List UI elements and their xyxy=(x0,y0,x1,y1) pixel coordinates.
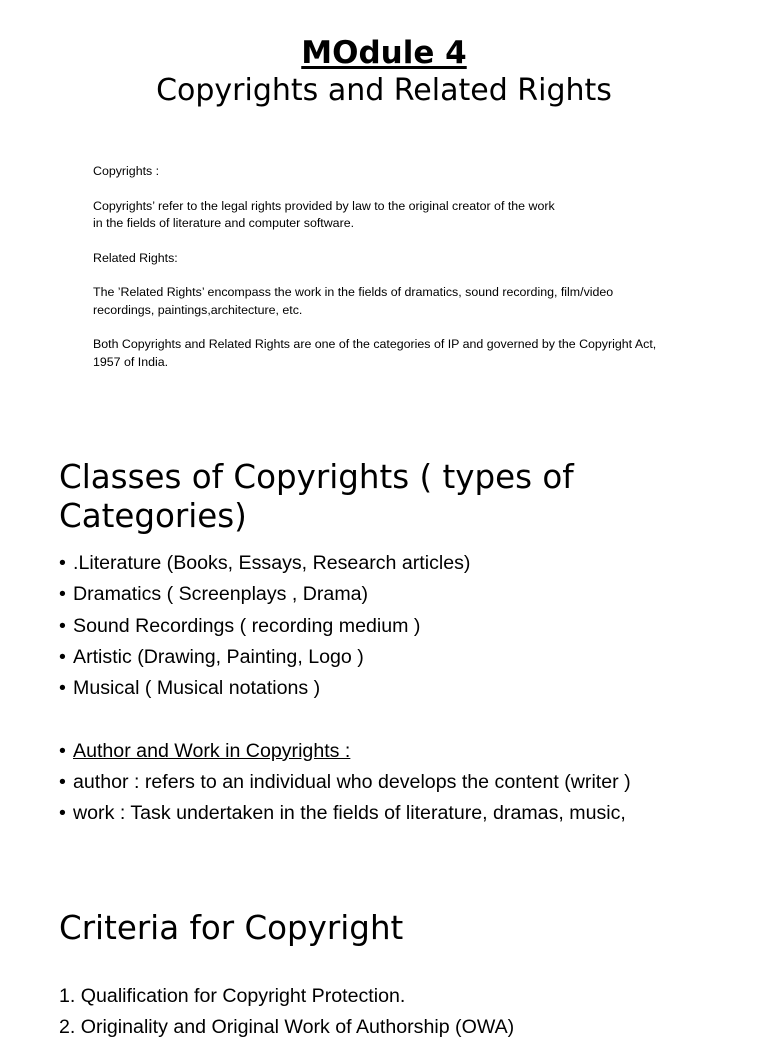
list-item xyxy=(59,579,749,610)
copyrights-label: Copyrights : xyxy=(93,164,160,178)
author-work-heading: Author and Work in Copyrights : xyxy=(73,739,351,762)
list-item: 1. Qualification for Copyright Protection. xyxy=(59,985,406,1007)
bullet-icon: • xyxy=(59,677,66,700)
copyrights-definition xyxy=(93,198,703,233)
list-item xyxy=(59,642,749,673)
copyrights-definition-line-2: in the fields of literature and computer software. xyxy=(93,216,355,230)
bullet-icon: • xyxy=(59,802,66,825)
list-item xyxy=(59,548,749,579)
bullet-icon: • xyxy=(59,771,66,794)
list-item xyxy=(59,611,749,642)
list-item xyxy=(59,673,749,704)
list-item: 2. Originality and Original Work of Authorship (OWA) xyxy=(59,1016,515,1039)
classes-heading-line-1: Classes of Copyrights ( types of xyxy=(59,458,574,496)
both-rights-statement-line-2: 1957 of India. xyxy=(93,354,169,369)
both-rights-statement-line-1: Both Copyrights and Related Rights are one of the categories of IP and governed by the Copyright Act, xyxy=(93,337,657,351)
module-title: MOdule 4 xyxy=(301,35,467,71)
list-spacer xyxy=(59,704,749,735)
list-item-text: Musical ( Musical notations ) xyxy=(73,677,321,700)
module-subtitle: Copyrights and Related Rights xyxy=(156,73,612,108)
list-item xyxy=(59,798,749,829)
classes-heading-line-2: Categories) xyxy=(59,497,247,535)
classes-bullet-list xyxy=(59,548,749,830)
bullet-icon: • xyxy=(59,583,66,606)
copyrights-definition-line-1: Copyrights’ refer to the legal rights provided by law to the original creator of the work xyxy=(93,198,555,213)
bullet-icon: • xyxy=(59,645,66,668)
list-item-text: author : refers to an individual who develops the content (writer ) xyxy=(73,771,631,794)
criteria-numbered-list xyxy=(59,981,749,1044)
bullet-icon: • xyxy=(59,552,66,574)
list-item-text: work : Task undertaken in the fields of literature, dramas, music, xyxy=(73,802,626,825)
list-item-text: Sound Recordings ( recording medium ) xyxy=(73,614,421,637)
bullet-icon: • xyxy=(59,614,66,637)
list-item-text: Dramatics ( Screenplays , Drama) xyxy=(73,583,369,606)
intro-block xyxy=(93,163,703,388)
list-item-text: Artistic (Drawing, Painting, Logo ) xyxy=(73,645,364,668)
list-item xyxy=(59,736,749,767)
related-rights-definition-line-1: The ’Related Rights’ encompass the work in the fields of dramatics, sound recording, film/video xyxy=(93,285,614,299)
criteria-section-heading: Criteria for Copyright xyxy=(59,909,404,947)
classes-section-heading xyxy=(59,458,739,536)
related-rights-definition xyxy=(93,284,703,319)
related-rights-definition-line-2: recordings, paintings,architecture, etc. xyxy=(93,302,303,317)
related-rights-label: Related Rights: xyxy=(93,250,178,265)
list-item-text: .Literature (Books, Essays, Research articles) xyxy=(73,552,471,574)
bullet-icon: • xyxy=(59,739,66,762)
both-rights-statement xyxy=(93,336,703,371)
list-item xyxy=(59,767,749,798)
